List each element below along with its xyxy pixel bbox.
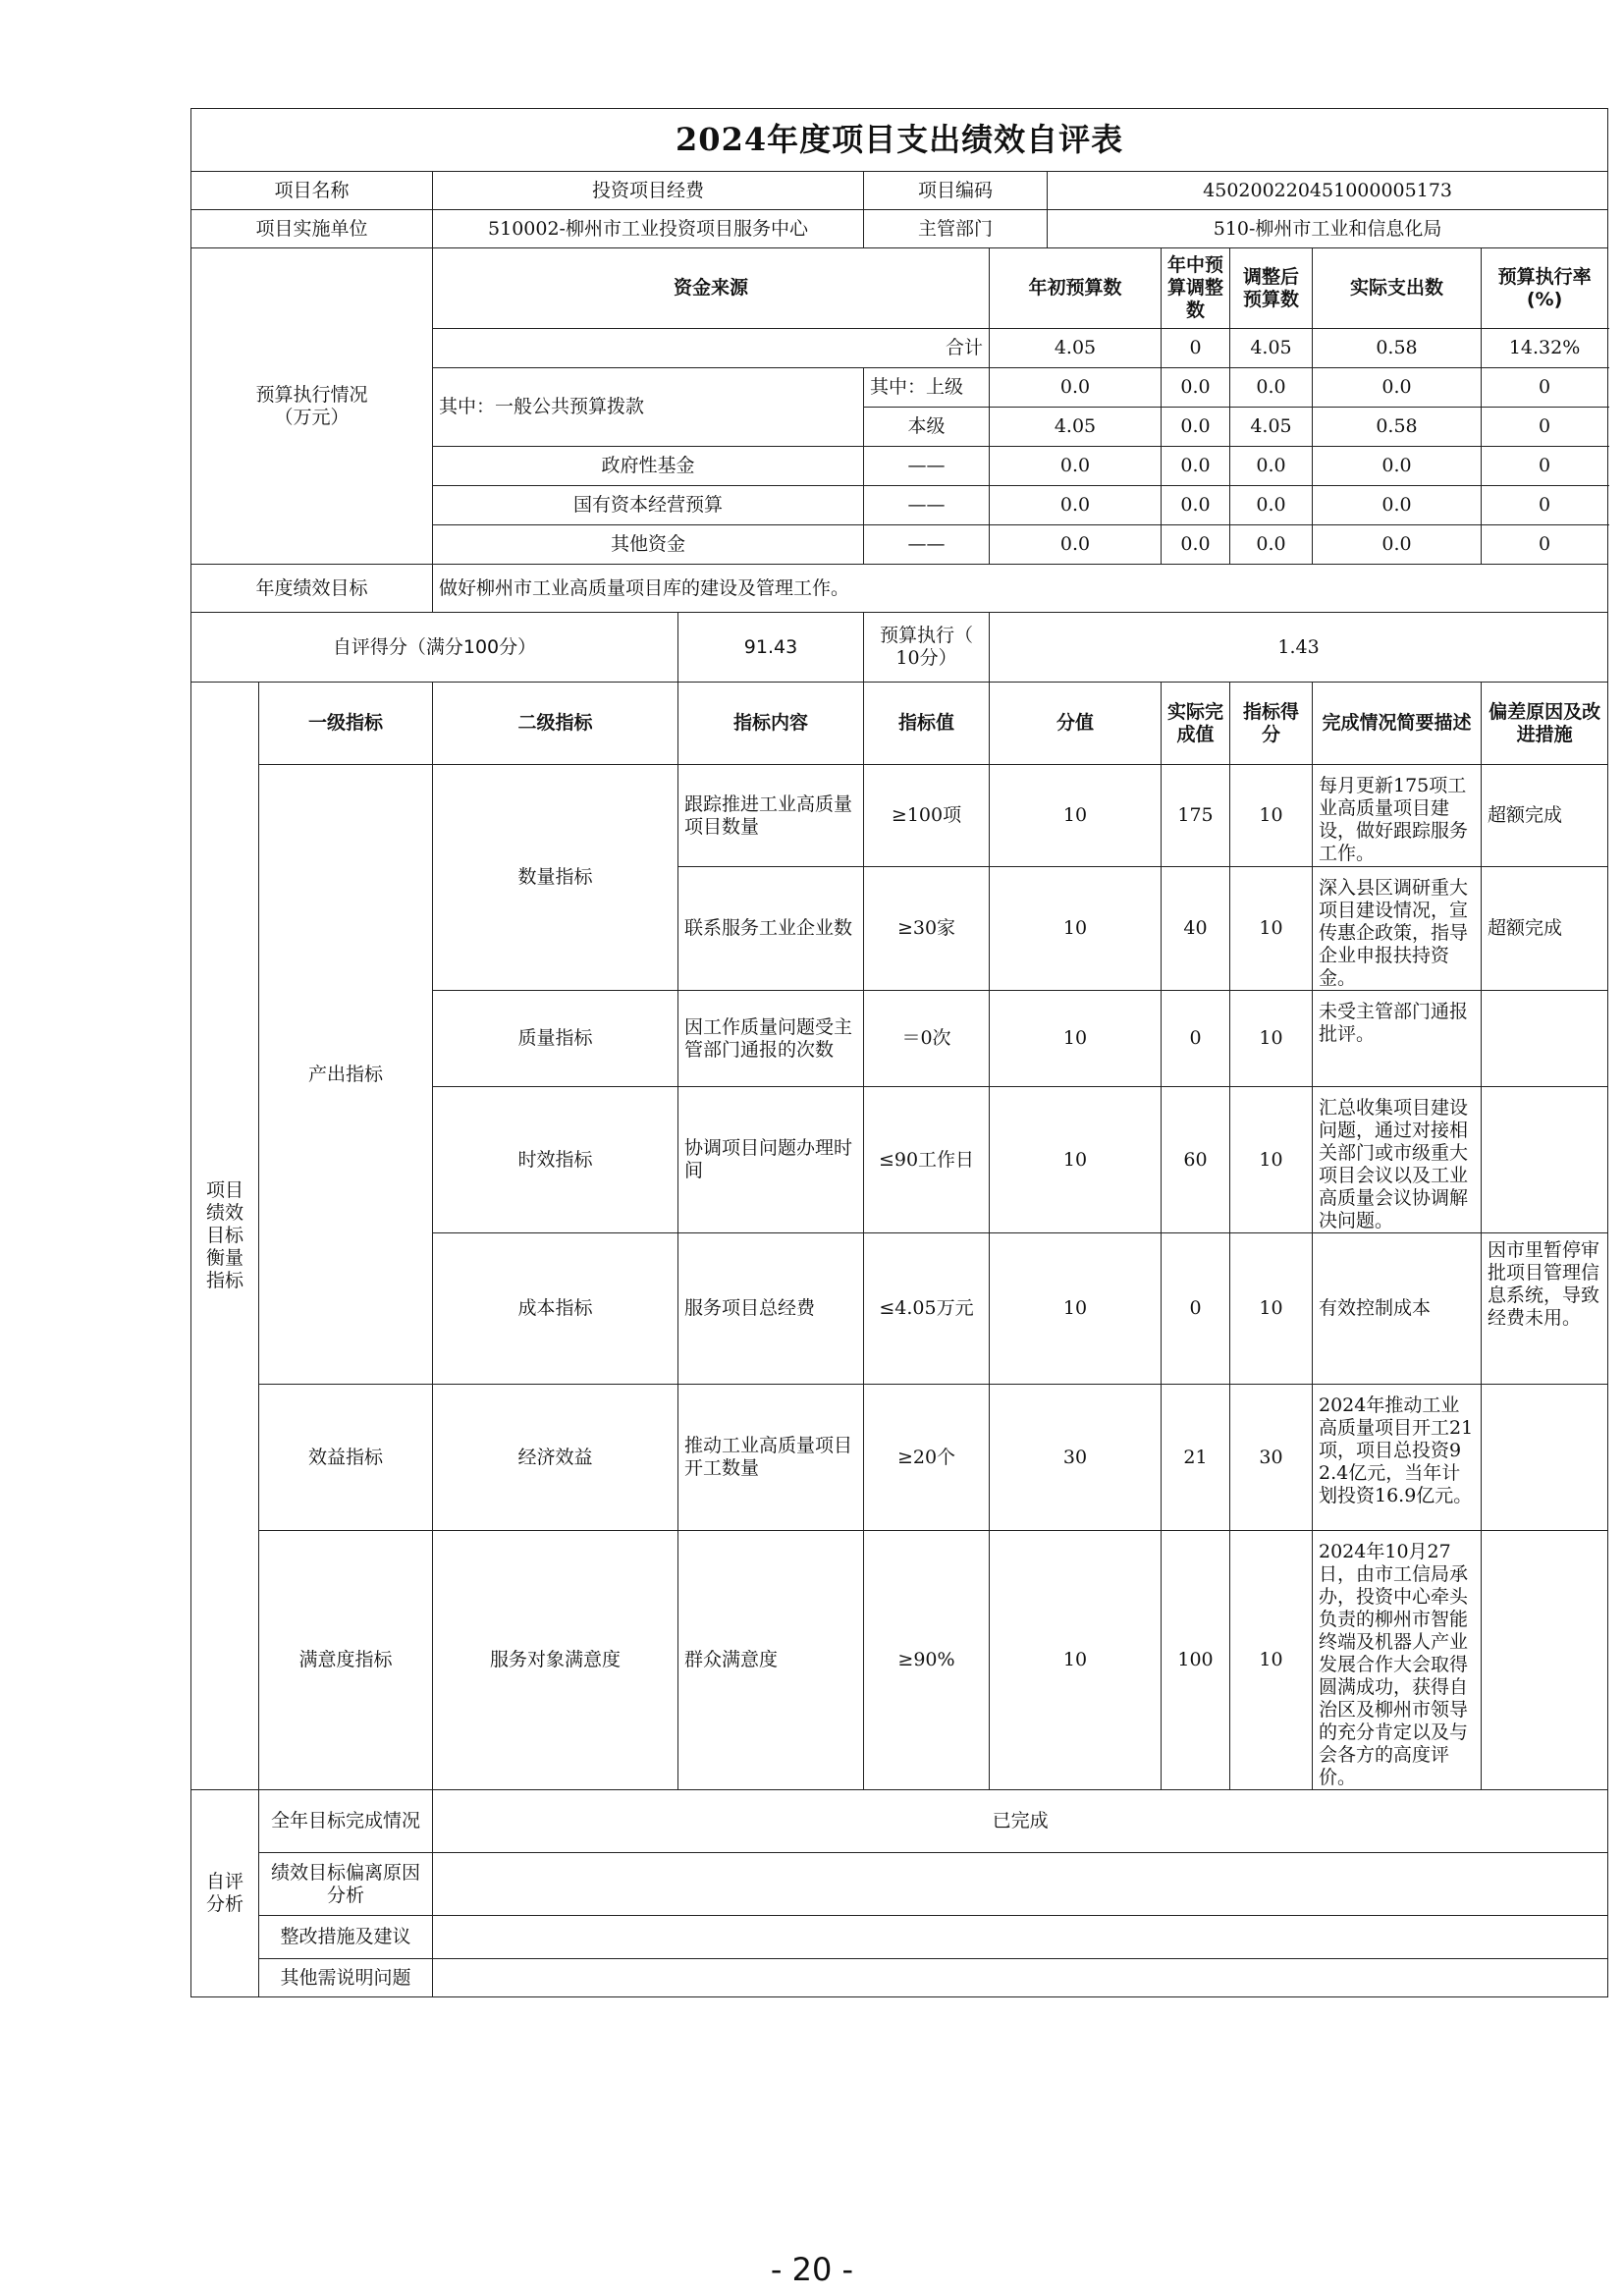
budget-local-rate: 0	[1482, 408, 1608, 447]
indicator-points: 30	[990, 1385, 1162, 1531]
project-name-label: 项目名称	[191, 172, 433, 210]
indicator-score: 10	[1230, 1531, 1313, 1790]
ind-header-points: 分值	[990, 683, 1162, 765]
indicators-section-label: 项目 绩效 目标 衡量 指标	[191, 683, 259, 1790]
cost-indicator-label: 成本指标	[433, 1233, 678, 1385]
indicator-content: 跟踪推进工业高质量项目数量	[678, 765, 864, 867]
budget-upper-rate: 0	[1482, 368, 1608, 408]
project-name-value: 投资项目经费	[433, 172, 864, 210]
performance-self-evaluation-table	[190, 108, 1608, 1997]
indicator-actual: 175	[1162, 765, 1230, 867]
budget-exec-score-label: 预算执行（ 10分）	[864, 613, 990, 683]
indicator-description: 深入县区调研重大项目建设情况，宣传惠企政策，指导企业申报扶持资金。	[1313, 867, 1482, 991]
budget-header-actual: 实际支出数	[1313, 248, 1482, 329]
ind-header-level1: 一级指标	[259, 683, 433, 765]
indicator-value: ≥90%	[864, 1531, 990, 1790]
indicator-row	[191, 1531, 1608, 1790]
indicator-score: 30	[1230, 1385, 1313, 1531]
ind-header-level2: 二级指标	[433, 683, 678, 765]
indicator-content: 因工作质量问题受主管部门通报的次数	[678, 991, 864, 1087]
budget-statecapital-actual: 0.0	[1313, 486, 1482, 525]
budget-section-label: 预算执行情况 （万元）	[191, 248, 433, 565]
indicator-score: 10	[1230, 1233, 1313, 1385]
budget-header-initial: 年初预算数	[990, 248, 1162, 329]
project-code-label: 项目编码	[864, 172, 1048, 210]
indicator-description: 2024年推动工业高质量项目开工21项，项目总投资92.4亿元，当年计划投资16.9亿元。	[1313, 1385, 1482, 1531]
indicator-actual: 21	[1162, 1385, 1230, 1531]
satisfaction-indicator-label: 满意度指标	[259, 1531, 433, 1790]
budget-total-midyear: 0	[1162, 329, 1230, 368]
indicator-row	[191, 765, 1608, 867]
indicator-description: 有效控制成本	[1313, 1233, 1482, 1385]
indicator-reason: 超额完成	[1482, 765, 1608, 867]
indicator-reason	[1482, 1385, 1608, 1531]
indicator-value: ≤90工作日	[864, 1087, 990, 1233]
budget-statecapital-label: 国有资本经营预算	[433, 486, 864, 525]
budget-upper-initial: 0.0	[990, 368, 1162, 408]
indicator-value: ＝0次	[864, 991, 990, 1087]
indicator-actual: 0	[1162, 1233, 1230, 1385]
budget-other-dash: ——	[864, 525, 990, 565]
indicator-reason: 超额完成	[1482, 867, 1608, 991]
ind-header-score: 指标得分	[1230, 683, 1313, 765]
budget-local-initial: 4.05	[990, 408, 1162, 447]
indicator-value: ≥20个	[864, 1385, 990, 1531]
indicator-points: 10	[990, 867, 1162, 991]
indicator-reason	[1482, 991, 1608, 1087]
budget-total-initial: 4.05	[990, 329, 1162, 368]
quality-indicator-label: 质量指标	[433, 991, 678, 1087]
budget-total-actual: 0.58	[1313, 329, 1482, 368]
budget-govfund-actual: 0.0	[1313, 447, 1482, 486]
indicator-reason	[1482, 1087, 1608, 1233]
budget-header-midyear: 年中预算调整数	[1162, 248, 1230, 329]
annual-goal-text: 做好柳州市工业高质量项目库的建设及管理工作。	[433, 565, 1608, 613]
indicator-description: 2024年10月27日，由市工信局承办，投资中心牵头负责的柳州市智能终端及机器人产业发展合作大会取得圆满成功，获得自治区及柳州市领导的充分肯定以及与会各方的高度评价。	[1313, 1531, 1482, 1790]
project-code-value: 450200220451000005173	[1048, 172, 1608, 210]
budget-header-source: 资金来源	[433, 248, 990, 329]
ind-header-reason: 偏差原因及改进措施	[1482, 683, 1608, 765]
budget-upper-label: 其中：上级	[864, 368, 990, 408]
budget-upper-adjusted: 0.0	[1230, 368, 1313, 408]
benefit-indicator-label: 效益指标	[259, 1385, 433, 1531]
indicator-points: 10	[990, 1531, 1162, 1790]
budget-local-adjusted: 4.05	[1230, 408, 1313, 447]
indicator-value: ≥30家	[864, 867, 990, 991]
page-number: - 20 -	[770, 2251, 854, 2288]
rectification-value	[433, 1916, 1608, 1959]
indicator-content: 群众满意度	[678, 1531, 864, 1790]
indicator-score: 10	[1230, 765, 1313, 867]
budget-upper-midyear: 0.0	[1162, 368, 1230, 408]
indicator-score: 10	[1230, 867, 1313, 991]
service-satisfaction-label: 服务对象满意度	[433, 1531, 678, 1790]
output-indicator-label: 产出指标	[259, 765, 433, 1385]
indicator-value: ≥100项	[864, 765, 990, 867]
budget-other-midyear: 0.0	[1162, 525, 1230, 565]
budget-other-adjusted: 0.0	[1230, 525, 1313, 565]
indicator-description: 未受主管部门通报批评。	[1313, 991, 1482, 1087]
budget-govfund-adjusted: 0.0	[1230, 447, 1313, 486]
economic-benefit-label: 经济效益	[433, 1385, 678, 1531]
rectification-label: 整改措施及建议	[259, 1916, 433, 1959]
indicator-score: 10	[1230, 1087, 1313, 1233]
budget-other-rate: 0	[1482, 525, 1608, 565]
budget-statecapital-rate: 0	[1482, 486, 1608, 525]
implementing-unit-value: 510002-柳州市工业投资项目服务中心	[433, 210, 864, 248]
budget-govfund-label: 政府性基金	[433, 447, 864, 486]
indicator-description: 每月更新175项工业高质量项目建设，做好跟踪服务工作。	[1313, 765, 1482, 867]
indicator-value: ≤4.05万元	[864, 1233, 990, 1385]
budget-govfund-initial: 0.0	[990, 447, 1162, 486]
budget-exec-score-value: 1.43	[990, 613, 1608, 683]
budget-header-adjusted: 调整后预算数	[1230, 248, 1313, 329]
indicator-actual: 60	[1162, 1087, 1230, 1233]
budget-local-midyear: 0.0	[1162, 408, 1230, 447]
budget-govfund-dash: ——	[864, 447, 990, 486]
indicator-actual: 100	[1162, 1531, 1230, 1790]
budget-general-label: 其中：一般公共预算拨款	[433, 368, 864, 447]
budget-statecapital-midyear: 0.0	[1162, 486, 1230, 525]
indicator-content: 联系服务工业企业数	[678, 867, 864, 991]
other-issues-label: 其他需说明问题	[259, 1959, 433, 1997]
budget-govfund-midyear: 0.0	[1162, 447, 1230, 486]
indicator-actual: 40	[1162, 867, 1230, 991]
ind-header-value: 指标值	[864, 683, 990, 765]
indicator-reason: 因市里暂停审批项目管理信息系统，导致经费未用。	[1482, 1233, 1608, 1385]
ind-header-content: 指标内容	[678, 683, 864, 765]
indicator-actual: 0	[1162, 991, 1230, 1087]
budget-other-actual: 0.0	[1313, 525, 1482, 565]
indicator-row	[191, 1385, 1608, 1531]
annual-goal-label: 年度绩效目标	[191, 565, 433, 613]
indicator-description: 汇总收集项目建设问题，通过对接相关部门或市级重大项目会议以及工业高质量会议协调解决问题。	[1313, 1087, 1482, 1233]
indicator-content: 服务项目总经费	[678, 1233, 864, 1385]
indicator-points: 10	[990, 1087, 1162, 1233]
budget-statecapital-adjusted: 0.0	[1230, 486, 1313, 525]
analysis-section-label: 自评 分析	[191, 1790, 259, 1997]
budget-statecapital-dash: ——	[864, 486, 990, 525]
budget-upper-actual: 0.0	[1313, 368, 1482, 408]
implementing-unit-label: 项目实施单位	[191, 210, 433, 248]
indicator-points: 10	[990, 991, 1162, 1087]
indicator-points: 10	[990, 1233, 1162, 1385]
form-title: 2024年度项目支出绩效自评表	[191, 109, 1608, 172]
budget-govfund-rate: 0	[1482, 447, 1608, 486]
ind-header-desc: 完成情况简要描述	[1313, 683, 1482, 765]
supervising-dept-label: 主管部门	[864, 210, 1048, 248]
time-indicator-label: 时效指标	[433, 1087, 678, 1233]
budget-other-label: 其他资金	[433, 525, 864, 565]
supervising-dept-value: 510-柳州市工业和信息化局	[1048, 210, 1608, 248]
self-score-value: 91.43	[678, 613, 864, 683]
budget-header-rate: 预算执行率(%)	[1482, 248, 1608, 329]
deviation-analysis-label: 绩效目标偏离原因分析	[259, 1853, 433, 1916]
budget-local-actual: 0.58	[1313, 408, 1482, 447]
indicator-points: 10	[990, 765, 1162, 867]
budget-local-label: 本级	[864, 408, 990, 447]
annual-completion-label: 全年目标完成情况	[259, 1790, 433, 1853]
ind-header-actual: 实际完成值	[1162, 683, 1230, 765]
quantity-indicator-label: 数量指标	[433, 765, 678, 991]
indicator-reason	[1482, 1531, 1608, 1790]
indicator-content: 协调项目问题办理时间	[678, 1087, 864, 1233]
budget-other-initial: 0.0	[990, 525, 1162, 565]
budget-total-label: 合计	[433, 329, 990, 368]
indicator-content: 推动工业高质量项目开工数量	[678, 1385, 864, 1531]
budget-total-adjusted: 4.05	[1230, 329, 1313, 368]
indicator-score: 10	[1230, 991, 1313, 1087]
other-issues-value	[433, 1959, 1608, 1997]
annual-completion-value: 已完成	[433, 1790, 1608, 1853]
self-score-label: 自评得分（满分100分）	[191, 613, 678, 683]
budget-total-rate: 14.32%	[1482, 329, 1608, 368]
budget-statecapital-initial: 0.0	[990, 486, 1162, 525]
deviation-analysis-value	[433, 1853, 1608, 1916]
